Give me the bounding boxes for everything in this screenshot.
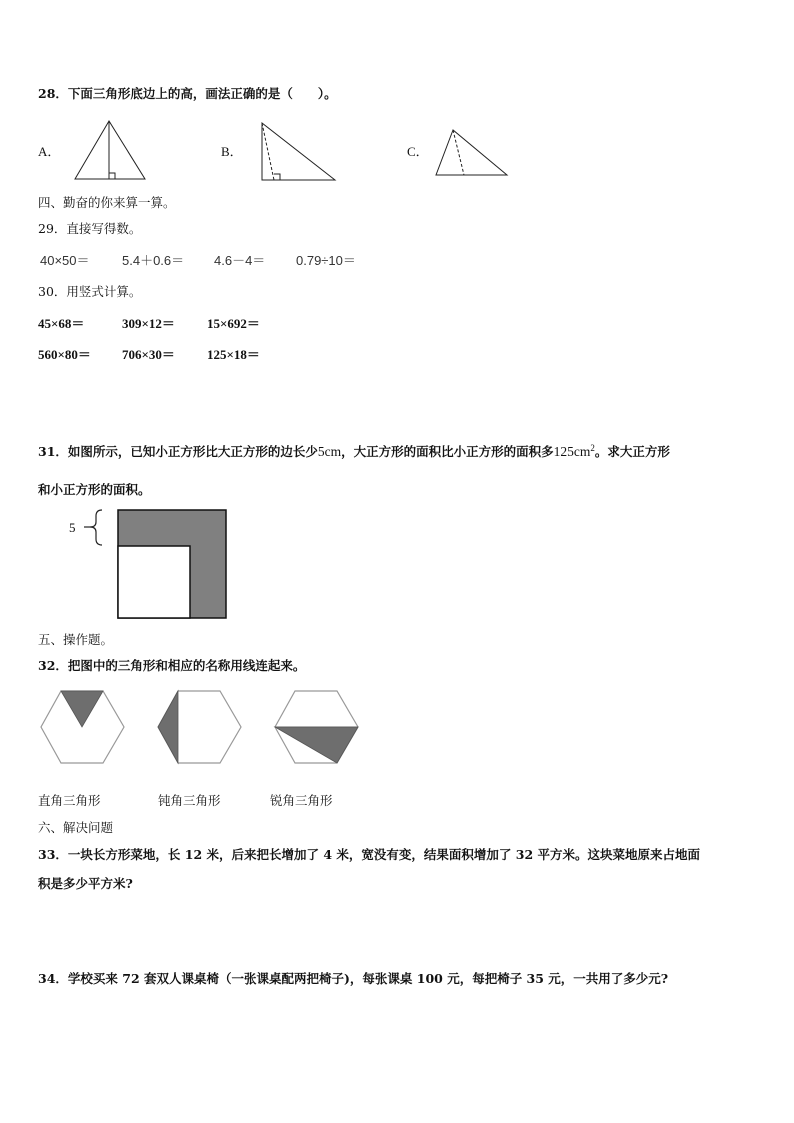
q28-triangle-c [435, 128, 510, 178]
q31-part3: 。求大正方形 [594, 444, 670, 459]
q31-unit-2-sup: 2 [590, 442, 595, 453]
q31-part2: ，大正方形的面积比小正方形的面积多 [341, 444, 554, 459]
q30-title: 30．用竖式计算。 [38, 284, 142, 299]
q28-triangle-a [74, 120, 148, 182]
q31-unit-1: 5cm [317, 444, 342, 459]
q31-part1: 31．如图所示，已知小正方形比大正方形的边长少 [38, 444, 318, 459]
q32-label-obtuse: 钝角三角形 [158, 793, 221, 808]
section-6-heading: 六、解决问题 [38, 820, 114, 835]
q28-text: 28．下面三角形底边上的高，画法正确的是（ ）。 [38, 86, 337, 101]
q33-text-line1: 33．一块长方形菜地，长 12 米，后来把长增加了 4 米，宽没有变，结果面积增加了 32 平方米。这块菜地原来占地面 [38, 847, 700, 862]
q30-item-3: 15×692＝ [207, 316, 260, 331]
q34-text: 34．学校买来 72 套双人课桌椅（一张课桌配两把椅子)，每张课桌 100 元，每把椅子 35 元，一共用了多少元? [38, 971, 669, 986]
q28-option-b-label: B． [221, 144, 243, 159]
q31-text-line2: 和小正方形的面积。 [38, 482, 151, 497]
q29-title: 29．直接写得数。 [38, 221, 142, 236]
q31-text-line1 [38, 442, 670, 460]
q28-option-c-label: C． [407, 144, 429, 159]
q33-text-line2: 积是多少平方米? [38, 876, 133, 891]
q30-item-5: 706×30＝ [122, 347, 175, 362]
q32-hexagon-2 [157, 690, 243, 766]
section-4-heading: 四、勤奋的你来算一算。 [38, 195, 176, 210]
q31-squares-figure [80, 508, 230, 620]
q32-hexagon-1 [40, 690, 126, 766]
q32-title: 32．把图中的三角形和相应的名称用线连起来。 [38, 658, 306, 673]
q28-option-a-label: A． [38, 144, 61, 159]
q29-item-3: 4.6－4＝ [214, 253, 266, 268]
section-5-heading: 五、操作题。 [38, 632, 114, 647]
q31-unit-2: 125cm [553, 444, 591, 459]
q32-hexagon-3 [274, 690, 360, 766]
q31-figure-label: 5 [69, 520, 76, 535]
q28-triangle-b [258, 122, 338, 182]
q30-item-6: 125×18＝ [207, 347, 260, 362]
q29-item-4: 0.79÷10＝ [296, 253, 356, 268]
q29-item-1: 40×50＝ [40, 253, 90, 268]
q29-item-2: 5.4＋0.6＝ [122, 253, 185, 268]
q30-item-1: 45×68＝ [38, 316, 85, 331]
q30-item-2: 309×12＝ [122, 316, 175, 331]
q32-label-acute: 锐角三角形 [270, 793, 333, 808]
q30-item-4: 560×80＝ [38, 347, 91, 362]
q32-label-right: 直角三角形 [38, 793, 101, 808]
